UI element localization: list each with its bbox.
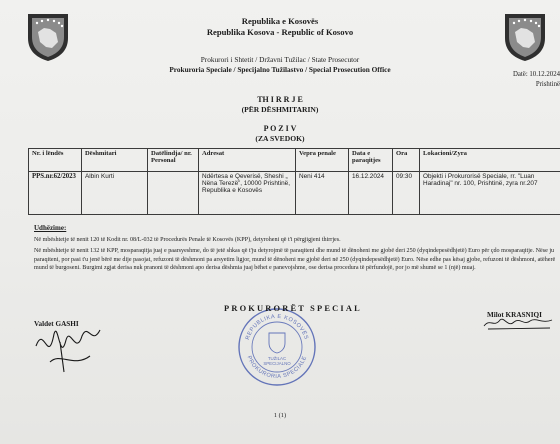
column-header: Lokacioni/Zyra — [420, 149, 560, 172]
left-signatory-name: Valdet GASHI — [34, 320, 79, 328]
header-office: Prokuroria Speciale / Specijalno Tužilastvo / Special Prosecution Office — [169, 65, 391, 74]
column-header: Data e paraqitjes — [349, 149, 393, 172]
stamp-center-line-2: SPECIJALNO — [263, 361, 291, 366]
column-header: Datëlindja/ nr. Personal — [148, 149, 199, 172]
location: Objekti i Prokurorisë Speciale, rr. "Luan Haradinaj" nr. 100, Prishtinë, zyra nr.207 — [420, 172, 560, 215]
address: Ndërtesa e Qeverisë, Sheshi „ Nëna Terezë”, 10000 Prishtinë, Republika e Kosovës — [199, 172, 296, 215]
column-header: Nr. i lëndës — [29, 149, 82, 172]
page-number: 1 (1) — [273, 412, 287, 419]
birth-date — [148, 172, 199, 215]
document-title: TH I R R J E — [257, 95, 303, 104]
header-prosecutor: Prokurori i Shtetit / Državni Tužilac / State Prosecutor — [200, 55, 360, 64]
column-header: Dëshmitari — [82, 149, 148, 172]
document-subtitle-sub: (ZA SVEDOK) — [255, 134, 305, 143]
left-signature — [30, 316, 120, 374]
stamp-center-line-1: TUŽILAC — [267, 356, 287, 361]
official-stamp — [236, 306, 318, 388]
document-city: Prishtinë — [535, 81, 560, 88]
case-number: PPS.nr.62/2023 — [29, 172, 82, 215]
signing-office: PROKURORËT SPECIAL — [224, 304, 362, 313]
appearance-time: 09:30 — [393, 172, 420, 215]
appearance-date: 16.12.2024 — [349, 172, 393, 215]
instructions-paragraph-1: Në mbështetje të nenit 120 të Kodit nr. 08/L-032 të Procedurës Penale të Kosovës (KPP), detyroheni që t'i përgjigjeni thirrjes. — [34, 237, 341, 243]
document-date: Datë: 10.12.2024 — [512, 71, 560, 78]
stamp-ring-top: REPUBLIKA E KOSOVËS — [244, 313, 310, 341]
table-header-row — [29, 149, 560, 172]
document-subtitle: P O Z I V — [263, 124, 297, 133]
instructions-heading: Udhëzime: — [34, 224, 67, 232]
criminal-offense: Neni 414 — [296, 172, 349, 215]
instructions-paragraph-2: Në mbështetje të nenit 132 të KPP, mosparaqitja juaj e paarsyeshme, do të jetë shkas që t'ju detyrojmë të paraqiteni dhe mund të dënoheni me gjobë deri 250 (dyqindepesëdhjetë) Euro për çdo mosparaqitje. Nëse ju paraqiteni, por pasi t'u jenë bërë me dije pasojat, refuzoni të dëshmoni pa arsyetim ligjor, mund të dënoheni me gjobë deri në 250 (dyqindepesëdhjetë) Euro. Nëse edhe pas kësaj gjobe, refuzoni të dëshmoni, atëherë mund të burgoseni. Burgimi zgjat derisa nuk pranoni të dëshmoni apo derisa dëshmia juaj bëhet e panevojshme, ose derisa procedura të përfundojë, por jo më shumë se 1 (një) muaj. — [34, 248, 556, 272]
right-signature — [480, 312, 556, 332]
summons-table — [28, 148, 560, 215]
column-header: Adresat — [199, 149, 296, 172]
column-header: Vepra penale — [296, 149, 349, 172]
stamp-ring-bottom: PROKURORIA SPECIALE — [245, 355, 309, 381]
header-republic-multilingual: Republika Kosova - Republic of Kosovo — [206, 27, 354, 37]
header-republic: Republika e Kosovës — [241, 16, 319, 26]
document-title-sub: (PËR DËSHMITARIN) — [241, 105, 319, 114]
column-header: Ora — [393, 149, 420, 172]
table-row — [29, 172, 560, 215]
right-signatory-name: Milot KRASNIQI — [487, 311, 542, 319]
witness-name: Albin Kurti — [82, 172, 148, 215]
